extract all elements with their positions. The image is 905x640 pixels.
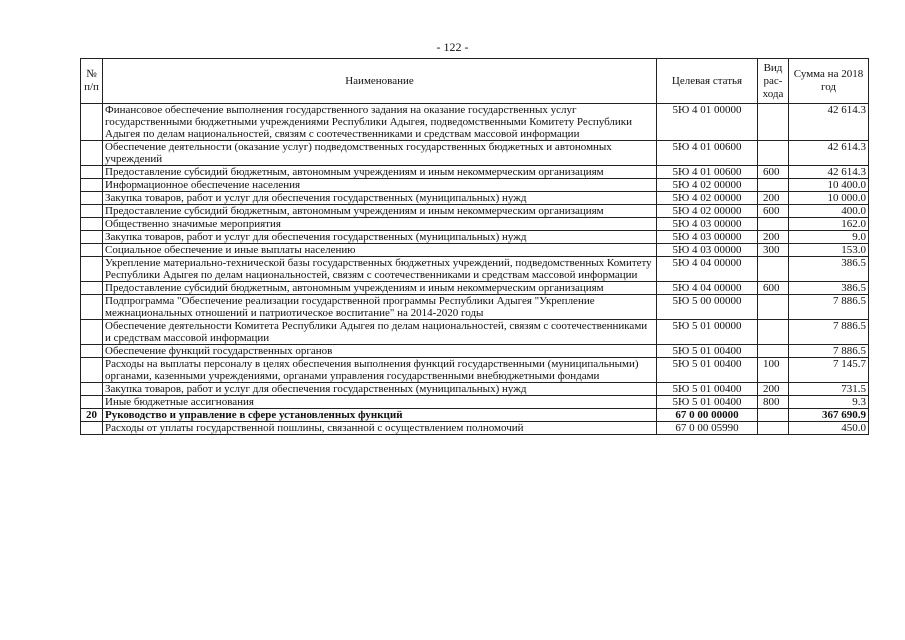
table-row: [81, 345, 869, 358]
cell-vid: 100: [758, 358, 789, 383]
cell-name: Общественно значимые мероприятия: [103, 218, 657, 231]
cell-num: [81, 104, 103, 141]
table-header-row: [81, 59, 869, 104]
cell-name: Финансовое обеспечение выполнения государственного задания на оказание государственных услуг государственными бюджетными учреждениями Республики Адыгея, подведомственными Комитету Республики Адыгея по делам национальностей, связям с соотечественниками и средствам массовой информации: [103, 104, 657, 141]
header-sum: Сумма на 2018 год: [789, 59, 869, 104]
cell-vid: 200: [758, 231, 789, 244]
budget-table: [80, 58, 869, 435]
cell-sum: 367 690.9: [789, 409, 869, 422]
cell-code: 5Ю 4 02 00000: [657, 192, 758, 205]
cell-code: 5Ю 4 01 00600: [657, 141, 758, 166]
cell-sum: 7 886.5: [789, 295, 869, 320]
cell-vid: [758, 422, 789, 435]
header-num: № п/п: [81, 59, 103, 104]
header-name: Наименование: [103, 59, 657, 104]
header-vid: Вид рас-хода: [758, 59, 789, 104]
table-row: [81, 218, 869, 231]
header-code: Целевая статья: [657, 59, 758, 104]
cell-sum: 162.0: [789, 218, 869, 231]
table-row: [81, 104, 869, 141]
cell-sum: 9.0: [789, 231, 869, 244]
cell-name: Информационное обеспечение населения: [103, 179, 657, 192]
cell-num: [81, 244, 103, 257]
cell-name: Расходы от уплаты государственной пошлины, связанной с осуществлением полномочий: [103, 422, 657, 435]
cell-sum: 450.0: [789, 422, 869, 435]
cell-num: [81, 257, 103, 282]
cell-name: Закупка товаров, работ и услуг для обеспечения государственных (муниципальных) нужд: [103, 231, 657, 244]
cell-name: Предоставление субсидий бюджетным, автономным учреждениям и иным некоммерческим организациям: [103, 205, 657, 218]
cell-code: 5Ю 4 01 00600: [657, 166, 758, 179]
table-row: [81, 295, 869, 320]
cell-sum: 7 886.5: [789, 345, 869, 358]
table-row: [81, 244, 869, 257]
cell-sum: 386.5: [789, 282, 869, 295]
cell-num: [81, 231, 103, 244]
cell-code: 5Ю 5 01 00400: [657, 396, 758, 409]
cell-code: 5Ю 5 01 00400: [657, 345, 758, 358]
cell-code: 67 0 00 05990: [657, 422, 758, 435]
cell-vid: [758, 104, 789, 141]
cell-name: Обеспечение деятельности Комитета Республики Адыгея по делам национальностей, связям с соотечественниками и средствам массовой информации: [103, 320, 657, 345]
cell-vid: 200: [758, 383, 789, 396]
cell-sum: 10 000.0: [789, 192, 869, 205]
cell-code: 67 0 00 00000: [657, 409, 758, 422]
table-row: [81, 257, 869, 282]
cell-num: 20: [81, 409, 103, 422]
cell-num: [81, 166, 103, 179]
table-row: [81, 166, 869, 179]
cell-code: 5Ю 4 03 00000: [657, 218, 758, 231]
cell-code: 5Ю 5 00 00000: [657, 295, 758, 320]
cell-sum: 400.0: [789, 205, 869, 218]
cell-num: [81, 205, 103, 218]
table-row: [81, 320, 869, 345]
cell-name: Укрепление материально-технической базы государственных бюджетных учреждений, подведомственных Комитету Республики Адыгея по делам национальностей, связям с соотечественниками и средствам массовой информации: [103, 257, 657, 282]
page-number: - 122 -: [436, 40, 469, 54]
cell-code: 5Ю 5 01 00000: [657, 320, 758, 345]
cell-code: 5Ю 4 02 00000: [657, 179, 758, 192]
cell-num: [81, 320, 103, 345]
table-row: [81, 192, 869, 205]
cell-num: [81, 282, 103, 295]
cell-num: [81, 141, 103, 166]
cell-vid: [758, 409, 789, 422]
table-row: [81, 358, 869, 383]
table-row: [81, 422, 869, 435]
cell-sum: 7 145.7: [789, 358, 869, 383]
table-row: [81, 231, 869, 244]
cell-sum: 153.0: [789, 244, 869, 257]
cell-name: Предоставление субсидий бюджетным, автономным учреждениям и иным некоммерческим организациям: [103, 282, 657, 295]
cell-sum: 9.3: [789, 396, 869, 409]
cell-name: Обеспечение деятельности (оказание услуг) подведомственных государственных бюджетных и автономных учреждений: [103, 141, 657, 166]
cell-num: [81, 218, 103, 231]
cell-num: [81, 295, 103, 320]
cell-num: [81, 396, 103, 409]
table-row: [81, 383, 869, 396]
cell-sum: 386.5: [789, 257, 869, 282]
cell-vid: 600: [758, 166, 789, 179]
cell-vid: [758, 295, 789, 320]
cell-sum: 731.5: [789, 383, 869, 396]
cell-vid: 800: [758, 396, 789, 409]
cell-sum: 42 614.3: [789, 104, 869, 141]
cell-name: Закупка товаров, работ и услуг для обеспечения государственных (муниципальных) нужд: [103, 383, 657, 396]
cell-name: Иные бюджетные ассигнования: [103, 396, 657, 409]
table-row: [81, 396, 869, 409]
cell-num: [81, 192, 103, 205]
cell-vid: 300: [758, 244, 789, 257]
cell-num: [81, 179, 103, 192]
cell-vid: 600: [758, 205, 789, 218]
cell-name: Обеспечение функций государственных органов: [103, 345, 657, 358]
cell-sum: 42 614.3: [789, 166, 869, 179]
cell-vid: 200: [758, 192, 789, 205]
cell-code: 5Ю 4 03 00000: [657, 231, 758, 244]
cell-code: 5Ю 4 01 00000: [657, 104, 758, 141]
cell-name: Руководство и управление в сфере установленных функций: [103, 409, 657, 422]
cell-vid: [758, 141, 789, 166]
cell-code: 5Ю 4 03 00000: [657, 244, 758, 257]
cell-vid: [758, 320, 789, 345]
cell-code: 5Ю 4 02 00000: [657, 205, 758, 218]
cell-vid: [758, 179, 789, 192]
cell-code: 5Ю 4 04 00000: [657, 282, 758, 295]
cell-name: Закупка товаров, работ и услуг для обеспечения государственных (муниципальных) нужд: [103, 192, 657, 205]
cell-name: Социальное обеспечение и иные выплаты населению: [103, 244, 657, 257]
cell-vid: [758, 257, 789, 282]
table-row: [81, 141, 869, 166]
cell-vid: [758, 345, 789, 358]
cell-num: [81, 345, 103, 358]
table-row: [81, 282, 869, 295]
cell-code: 5Ю 5 01 00400: [657, 383, 758, 396]
cell-code: 5Ю 4 04 00000: [657, 257, 758, 282]
cell-name: Предоставление субсидий бюджетным, автономным учреждениям и иным некоммерческим организациям: [103, 166, 657, 179]
cell-name: Подпрограмма "Обеспечение реализации государственной программы Республики Адыгея "Укрепление межнациональных отношений и патриотическое воспитание" на 2014-2020 годы: [103, 295, 657, 320]
table-row: [81, 179, 869, 192]
cell-sum: 42 614.3: [789, 141, 869, 166]
table-row: [81, 205, 869, 218]
table-row: [81, 409, 869, 422]
cell-vid: 600: [758, 282, 789, 295]
cell-sum: 10 400.0: [789, 179, 869, 192]
cell-num: [81, 358, 103, 383]
cell-code: 5Ю 5 01 00400: [657, 358, 758, 383]
cell-name: Расходы на выплаты персоналу в целях обеспечения выполнения функций государственными (муниципальными) органами, казенными учреждениями, органами управления государственными внебюджетными фондами: [103, 358, 657, 383]
cell-num: [81, 383, 103, 396]
cell-num: [81, 422, 103, 435]
table-body: [81, 104, 869, 435]
cell-sum: 7 886.5: [789, 320, 869, 345]
cell-vid: [758, 218, 789, 231]
